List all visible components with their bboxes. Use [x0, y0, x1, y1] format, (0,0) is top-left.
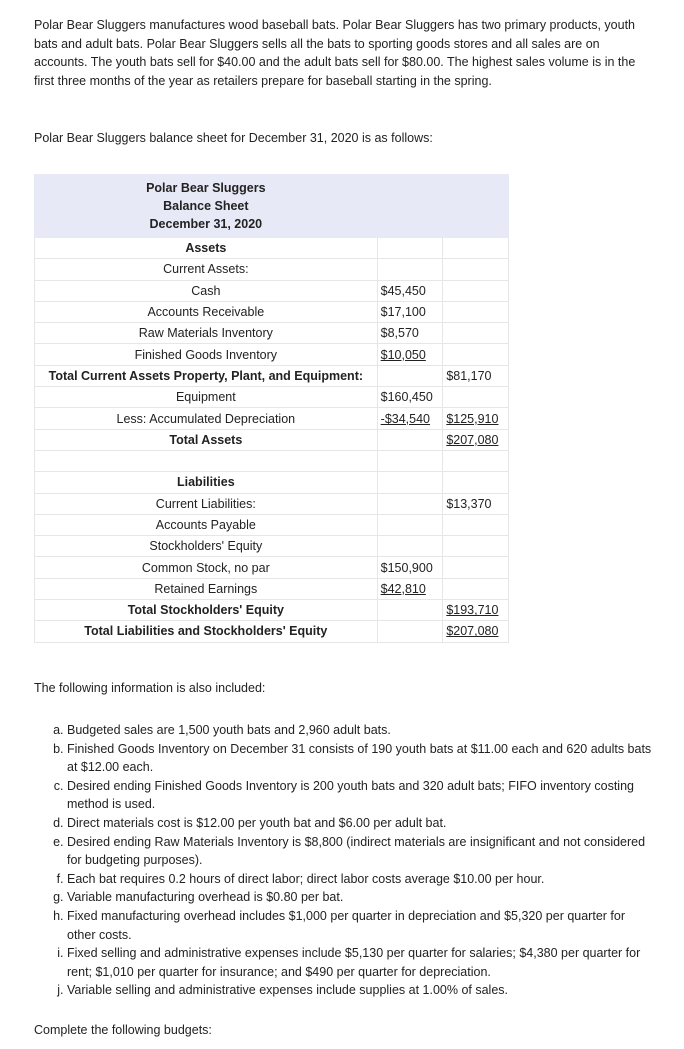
- blank-row: [35, 450, 509, 471]
- section-heading-assets: Assets: [35, 238, 378, 259]
- table-row: [35, 493, 509, 514]
- list-item: g. Variable manufacturing overhead is $0.80 per bat.: [67, 888, 655, 907]
- table-row: [35, 365, 509, 386]
- table-row: [35, 600, 509, 621]
- row-label: Equipment: [35, 387, 378, 408]
- row-label: Total Stockholders' Equity: [35, 600, 378, 621]
- section-heading-liabilities: Liabilities: [35, 472, 378, 493]
- row-label: Current Liabilities:: [35, 493, 378, 514]
- list-item: h. Fixed manufacturing overhead includes $1,000 per quarter in depreciation and $5,320 per quarter for other costs.: [67, 907, 655, 944]
- row-total: $207,080: [443, 429, 509, 450]
- list-item: c. Desired ending Finished Goods Inventory is 200 youth bats and 320 adult bats; FIFO inventory costing method is used.: [67, 777, 655, 814]
- row-label: Retained Earnings: [35, 578, 378, 599]
- info-list: [48, 721, 655, 1000]
- list-item: f. Each bat requires 0.2 hours of direct labor; direct labor costs average $10.00 per hour.: [67, 870, 655, 889]
- intro-paragraph: Polar Bear Sluggers manufactures wood baseball bats. Polar Bear Sluggers has two primary products, youth bats and adult bats. Polar Bear Sluggers sells all the bats to sporting goods stores and all sales are on accounts. The youth bats sell for $40.00 and the adult bats sell for $80.00. The highest sales volume is in the first three months of the year as retailers prepare for baseball starting in the spring.: [34, 18, 636, 88]
- row-label: Total Current Assets Property, Plant, and Equipment:: [35, 365, 378, 386]
- row-amount: $45,450: [377, 280, 443, 301]
- balance-sheet-table: [34, 174, 509, 643]
- row-total: $193,710: [443, 600, 509, 621]
- row-label: Common Stock, no par: [35, 557, 378, 578]
- table-row: [35, 557, 509, 578]
- row-label: Stockholders' Equity: [35, 536, 378, 557]
- row-amount: $42,810: [377, 578, 443, 599]
- row-amount: $8,570: [377, 323, 443, 344]
- row-amount: $17,100: [377, 301, 443, 322]
- list-item: e. Desired ending Raw Materials Inventory is $8,800 (indirect materials are insignificant and not considered for budgeting purposes).: [67, 833, 655, 870]
- row-total: $207,080: [443, 621, 509, 642]
- table-row: [35, 238, 509, 259]
- row-total: $125,910: [443, 408, 509, 429]
- table-row: [35, 387, 509, 408]
- list-item: b. Finished Goods Inventory on December 31 consists of 190 youth bats at $11.00 each and 620 adults bats at $12.00 each.: [67, 740, 655, 777]
- row-label: Raw Materials Inventory: [35, 323, 378, 344]
- table-row: [35, 323, 509, 344]
- table-row: [35, 301, 509, 322]
- row-label: Accounts Payable: [35, 514, 378, 535]
- table-row: [35, 408, 509, 429]
- list-item: i. Fixed selling and administrative expenses include $5,130 per quarter for salaries; $4,380 per quarter for rent; $1,010 per quarter for insurance; and $490 per quarter for depreciation.: [67, 944, 655, 981]
- table-row: [35, 536, 509, 557]
- row-label: Current Assets:: [35, 259, 378, 280]
- additional-info-heading: The following information is also included:: [34, 681, 266, 695]
- table-row: [35, 344, 509, 365]
- row-label: Cash: [35, 280, 378, 301]
- row-amount: $150,900: [377, 557, 443, 578]
- table-row: [35, 621, 509, 642]
- table-row: [35, 472, 509, 493]
- row-label: Total Liabilities and Stockholders' Equity: [35, 621, 378, 642]
- complete-instruction: Complete the following budgets:: [34, 1023, 212, 1037]
- row-amount: $10,050: [377, 344, 443, 365]
- company-name: Polar Bear Sluggers: [146, 181, 266, 195]
- table-row: [35, 429, 509, 450]
- statement-date: December 31, 2020: [149, 217, 263, 231]
- row-label: Less: Accumulated Depreciation: [35, 408, 378, 429]
- row-label: Finished Goods Inventory: [35, 344, 378, 365]
- list-item: a. Budgeted sales are 1,500 youth bats and 2,960 adult bats.: [67, 721, 655, 740]
- balance-sheet-header: [35, 175, 509, 238]
- row-total: $13,370: [443, 493, 509, 514]
- table-row: [35, 280, 509, 301]
- balance-sheet-title-block: [35, 175, 378, 238]
- table-row: [35, 578, 509, 599]
- table-row: [35, 259, 509, 280]
- row-amount: -$34,540: [377, 408, 443, 429]
- row-label: Total Assets: [35, 429, 378, 450]
- balance-sheet-intro: Polar Bear Sluggers balance sheet for December 31, 2020 is as follows:: [34, 131, 433, 145]
- statement-title: Balance Sheet: [163, 199, 249, 213]
- list-item: j. Variable selling and administrative expenses include supplies at 1.00% of sales.: [67, 981, 655, 1000]
- row-label: Accounts Receivable: [35, 301, 378, 322]
- list-item: d. Direct materials cost is $12.00 per youth bat and $6.00 per adult bat.: [67, 814, 655, 833]
- row-total: $81,170: [443, 365, 509, 386]
- row-amount: $160,450: [377, 387, 443, 408]
- table-row: [35, 514, 509, 535]
